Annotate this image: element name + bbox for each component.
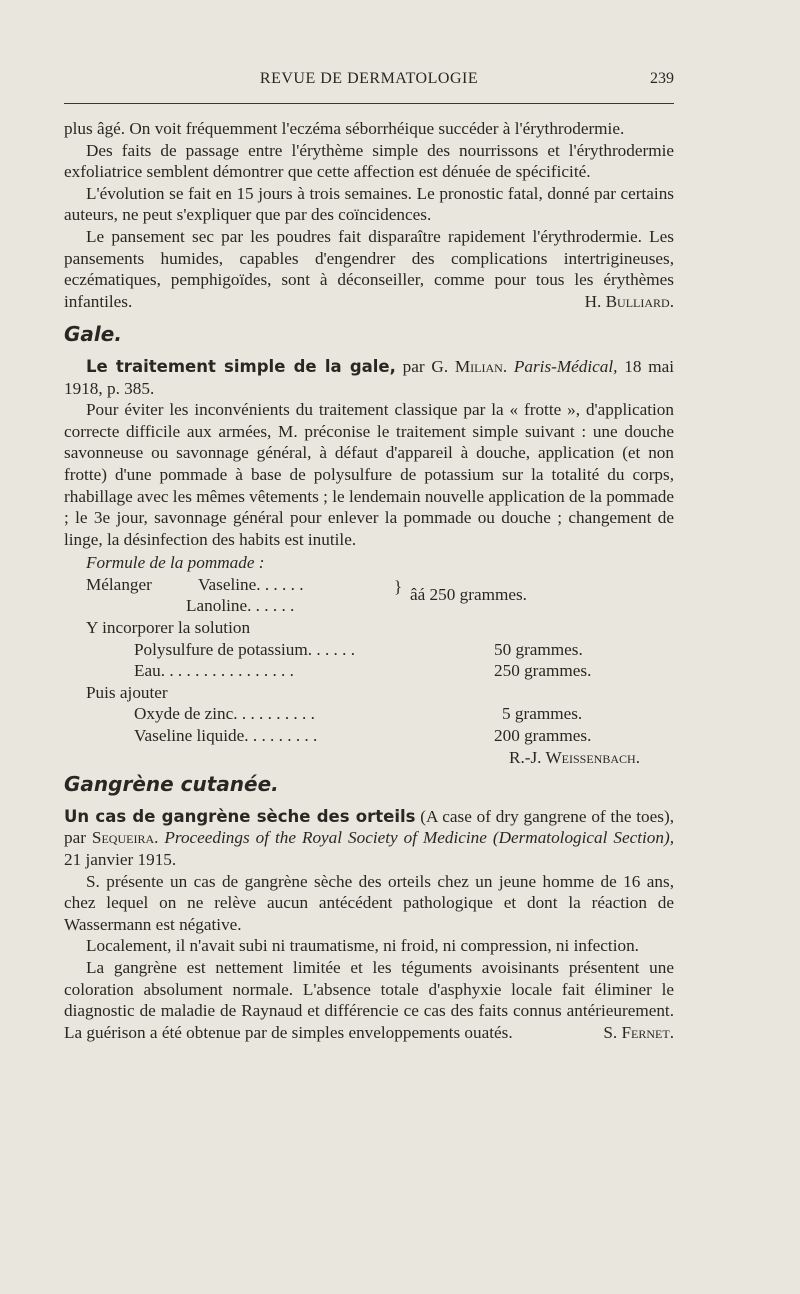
signature: H. Bulliard. (584, 291, 674, 311)
journal-name: Proceedings of the Royal Society of Medicine (Dermatological Section), (158, 828, 674, 848)
reference-date: 21 janvier 1915. (64, 850, 177, 869)
reference-text: (A case of dry gangrene of the toes), par (64, 806, 674, 848)
formula-quantity: 200 grammes. (494, 726, 592, 746)
paragraph: Des faits de passage entre l'érythème simple des nourrissons et l'érythrodermie exfoliatrice semblent démontrer que cette affection est dénuée de spécificité. (64, 140, 674, 182)
reference-text: par (395, 356, 432, 376)
journal-name: Paris-Médical, (507, 356, 618, 376)
formula-ingredient: Eau. . . . . . . . . . . . . . . . (134, 661, 294, 681)
article-reference (64, 806, 674, 871)
paragraph: L'évolution se fait en 15 jours à trois semaines. Le pronostic fatal, donné par certains auteurs, ne peut s'expliquer que par des coïncidences. (64, 183, 674, 225)
formula-row (64, 703, 674, 725)
paragraph (64, 226, 674, 312)
formula-quantity: 250 grammes. (494, 661, 592, 681)
section-heading-gangrene: Gangrène cutanée. (64, 772, 279, 797)
paragraph: S. présente un cas de gangrène sèche des orteils chez un jeune homme de 16 ans, chez lequel on ne relève aucun antécédent pathologique et dont la réaction de Wassermann est négative. (64, 871, 674, 934)
article-reference (64, 356, 674, 399)
article-title: Un cas de gangrène sèche des orteils (64, 806, 416, 826)
page-body (64, 118, 674, 1043)
formula-ingredient: Vaseline liquide. . . . . . . . . (134, 726, 318, 746)
brace-top: } (394, 576, 403, 596)
page-number: 239 (650, 70, 674, 87)
signature: R.-J. Weissenbach. (509, 747, 640, 767)
formula-instruction: Y incorporer la solution (86, 618, 251, 638)
formula-row (64, 725, 674, 747)
header-rule (64, 103, 674, 104)
paragraph: Localement, il n'avait subi ni traumatisme, ni froid, ni compression, ni infection. (86, 936, 639, 956)
paragraph-text: La gangrène est nettement limitée et les téguments avoisinants présentent une coloration absolument normale. L'absence totale d'asphyxie locale fait éliminer le diagnostic de maladie de Raynaud et différencie ce cas des faits connus antérieurement. La guérison a été obtenue par de simples enveloppements ouatés. (64, 957, 674, 1042)
formula-instruction: Puis ajouter (86, 682, 168, 702)
formula-ingredient: Lanoline. . . . . . (186, 596, 295, 616)
formula-quantity: 50 grammes. (494, 639, 583, 659)
journal-title: REVUE DE DERMATOLOGIE (259, 70, 479, 87)
formula-ingredient: Oxyde de zinc. . . . . . . . . . (134, 704, 315, 724)
formula-row (64, 595, 674, 617)
formula-instruction: Mélanger (86, 574, 152, 594)
formula-title: Formule de la pommade : (86, 553, 265, 573)
formula-row (64, 682, 674, 704)
author-name: G. Milian. (431, 356, 508, 376)
formula-row (64, 617, 674, 639)
paragraph: Pour éviter les inconvénients du traitement classique par la « frotte », d'application correcte difficile aux armées, M. préconise le traitement simple suivant : une douche savonneuse ou savonnage général, à défaut d'appareil à douche, application (et non frotte) d'une pommade à base de polysulfure de potassium sur la totalité du corps, rhabillage avec les mêmes vêtements ; le lendemain nouvelle application de la pommade ; le 3e jour, savonnage général pour enlever la pommade ou douche ; changement de linge, la désinfection des habits est inutile. (64, 400, 674, 549)
paragraph (64, 957, 674, 1043)
section-heading-gale: Gale. (64, 322, 122, 347)
formula-row (64, 660, 674, 682)
signature: S. Fernet. (603, 1022, 674, 1042)
formula-row (64, 574, 674, 604)
paragraph-text: Le pansement sec par les poudres fait disparaître rapidement l'érythrodermie. Les pansements humides, capables d'engendrer des complications intertrigineuses, eczématiques, pemphigoïdes, sont à déconseiller, comme pour tous les érythèmes infantiles. (64, 226, 674, 311)
formula-row (64, 639, 674, 661)
paragraph: plus âgé. On voit fréquemment l'eczéma séborrhéique succéder à l'érythrodermie. (64, 119, 625, 138)
formula-quantity: âá 250 grammes. (410, 584, 527, 604)
reference-date: 18 mai 1918, p. 385. (64, 356, 674, 398)
formula-row (64, 747, 674, 769)
running-header (64, 70, 674, 94)
formula-table (64, 574, 674, 768)
formula-ingredient: Polysulfure de potassium. . . . . . (134, 639, 356, 659)
article-title: Le traitement simple de la gale, (86, 356, 396, 376)
author-name: Sequeira. (91, 828, 159, 848)
formula-ingredient: Vaseline. . . . . . (198, 574, 304, 594)
formula-quantity: 5 grammes. (502, 704, 583, 724)
